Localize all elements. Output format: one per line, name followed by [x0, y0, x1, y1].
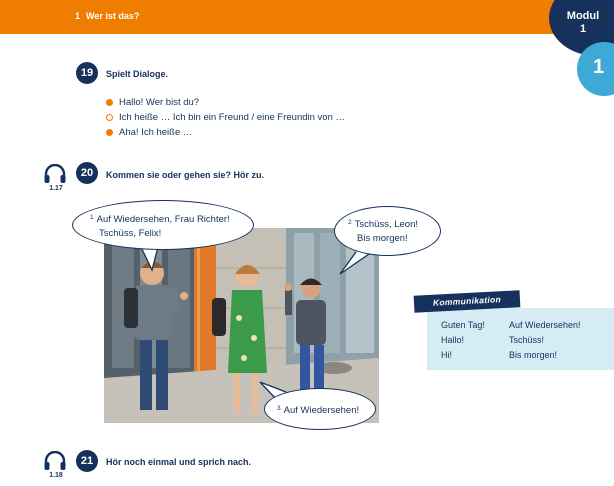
bubble-text: Auf Wiedersehen!: [283, 405, 360, 416]
bubble-text: Tschüss, Leon!: [354, 219, 418, 230]
phrase: Hi!: [441, 350, 452, 360]
bullet-text: Ich heiße … Ich bin ein Freund / eine Freundin von …: [119, 112, 346, 123]
phrase: Auf Wiedersehen!: [509, 320, 581, 330]
modul-label-line2: 1: [579, 23, 587, 35]
section-number: 1: [75, 11, 81, 21]
speech-bubble-3: [264, 388, 376, 430]
kommunikation-greetings: [441, 318, 485, 363]
headphones-icon: [43, 451, 67, 471]
bubble-text: Tschüss, Felix!: [99, 228, 162, 239]
bubble-text: Auf Wiedersehen, Frau Richter!: [96, 214, 230, 225]
task-19-title: Spielt Dialoge.: [106, 69, 169, 79]
task-20-title: Kommen sie oder gehen sie? Hör zu.: [106, 170, 265, 180]
speech-bubble-2: [334, 206, 441, 256]
task-20-number: 20: [76, 162, 98, 184]
speech-bubble-1: [72, 200, 254, 250]
bubble-number: 3: [277, 405, 281, 412]
bubble-number: 1: [90, 214, 94, 221]
bullet-text: Hallo! Wer bist du?: [119, 97, 200, 108]
modul-label-line1: Modul: [566, 10, 600, 22]
bubble-number: 2: [348, 219, 352, 226]
task-19-number: 19: [76, 62, 98, 84]
kommunikation-title: Kommunikation: [414, 290, 521, 313]
task-21-number: 21: [76, 450, 98, 472]
phrase: Guten Tag!: [441, 320, 485, 330]
modul-number: 1: [593, 56, 605, 78]
phrase: Hallo!: [441, 335, 465, 345]
bullet-text: Aha! Ich heiße …: [119, 127, 193, 138]
audio-track-number: 1.17: [49, 185, 63, 192]
section-title: Wer ist das?: [86, 11, 140, 21]
phrase: Tschüss!: [509, 335, 545, 345]
audio-track-number: 1.18: [49, 472, 63, 479]
audio-track-1-18[interactable]: [43, 451, 69, 479]
task-21-title: Hör noch einmal und sprich nach.: [106, 457, 252, 467]
phrase: Bis morgen!: [509, 350, 558, 360]
kommunikation-farewells: [509, 318, 581, 363]
bubble-text: Bis morgen!: [357, 233, 408, 244]
